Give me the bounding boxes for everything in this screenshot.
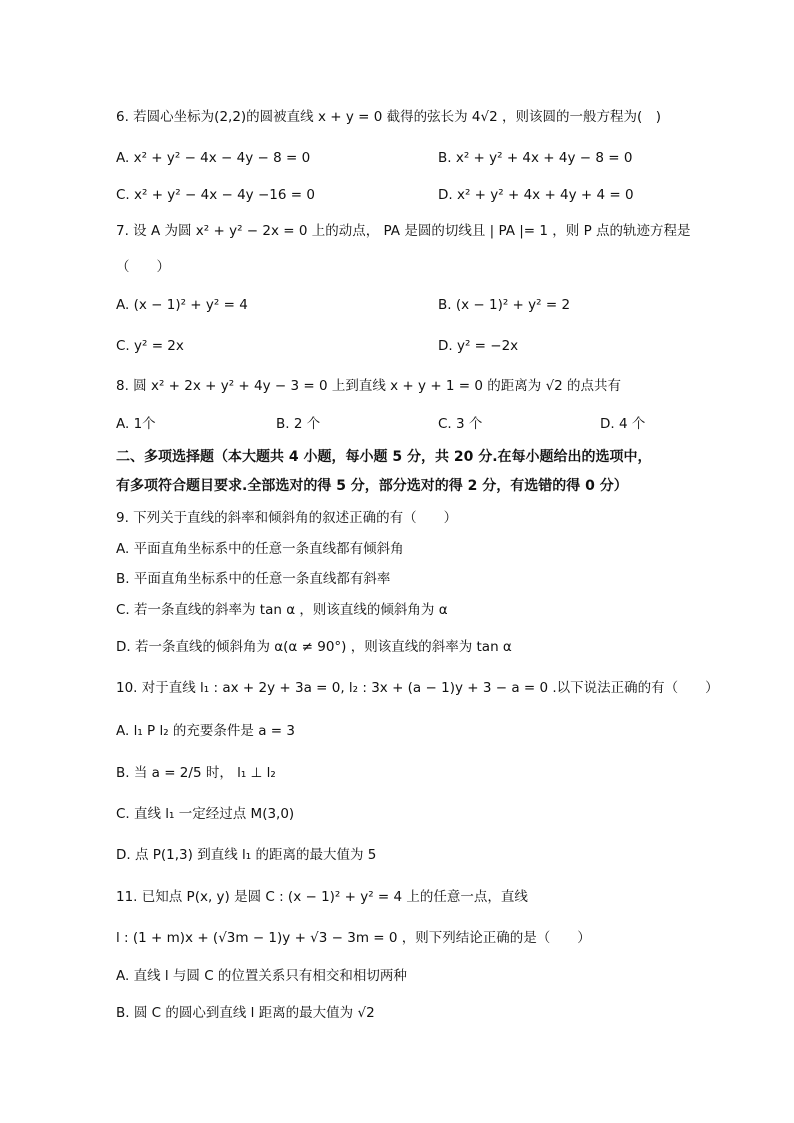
q10-option-a: A. l₁ P l₂ 的充要条件是 a = 3 <box>116 723 295 739</box>
q9-option-d: D. 若一条直线的倾斜角为 α(α ≠ 90°) ，则该直线的斜率为 tan α <box>116 639 512 655</box>
q10-option-c: C. 直线 l₁ 一定经过点 M(3,0) <box>116 806 295 822</box>
q8-option-c: C. 3 个 <box>438 416 483 432</box>
q8-option-d: D. 4 个 <box>600 416 646 432</box>
q8-option-a: A. 1个 <box>116 416 156 432</box>
section2-heading-line2: 有多项符合题目要求.全部选对的得 5 分，部分选对的得 2 分，有选错的得 0 分） <box>116 478 628 494</box>
q8-option-b: B. 2 个 <box>276 416 321 432</box>
q6-option-a: A. x² + y² − 4x − 4y − 8 = 0 <box>116 150 311 166</box>
section2-heading-line1: 二、多项选择题（本大题共 4 小题，每小题 5 分，共 20 分.在每小题给出的选项中， <box>116 449 652 465</box>
q7-stem: 7. 设 A 为圆 x² + y² − 2x = 0 上的动点， PA 是圆的切线且 | PA |= 1 ，则 P 点的轨迹方程是 <box>116 223 691 239</box>
q6-stem: 6. 若圆心坐标为(2,2)的圆被直线 x + y = 0 截得的弦长为 4√2 ，则该圆的一般方程为( ) <box>116 109 662 125</box>
q7-option-a: A. (x − 1)² + y² = 4 <box>116 297 248 313</box>
q10-option-b: B. 当 a = 2/5 时， l₁ ⊥ l₂ <box>116 765 276 781</box>
q11-option-b: B. 圆 C 的圆心到直线 l 距离的最大值为 √2 <box>116 1005 375 1021</box>
q8-stem: 8. 圆 x² + 2x + y² + 4y − 3 = 0 上到直线 x + y + 1 = 0 的距离为 √2 的点共有 <box>116 378 622 394</box>
q7-answer-paren: （ ） <box>116 259 170 275</box>
q6-option-b: B. x² + y² + 4x + 4y − 8 = 0 <box>438 150 633 166</box>
q7-option-b: B. (x − 1)² + y² = 2 <box>438 297 571 313</box>
q11-option-a: A. 直线 l 与圆 C 的位置关系只有相交和相切两种 <box>116 968 407 984</box>
q9-option-b: B. 平面直角坐标系中的任意一条直线都有斜率 <box>116 571 391 587</box>
q9-option-c: C. 若一条直线的斜率为 tan α ，则该直线的倾斜角为 α <box>116 602 448 618</box>
q11-stem-line1: 11. 已知点 P(x, y) 是圆 C : (x − 1)² + y² = 4 上的任意一点，直线 <box>116 889 528 905</box>
q6-option-c: C. x² + y² − 4x − 4y −16 = 0 <box>116 187 315 203</box>
q9-option-a: A. 平面直角坐标系中的任意一条直线都有倾斜角 <box>116 541 404 557</box>
q10-stem: 10. 对于直线 l₁ : ax + 2y + 3a = 0, l₂ : 3x + (a − 1)y + 3 − a = 0 .以下说法正确的有（ ） <box>116 680 719 696</box>
q9-stem: 9. 下列关于直线的斜率和倾斜角的叙述正确的有（ ） <box>116 510 458 526</box>
q7-option-c: C. y² = 2x <box>116 338 184 354</box>
q6-option-d: D. x² + y² + 4x + 4y + 4 = 0 <box>438 187 634 203</box>
q7-option-d: D. y² = −2x <box>438 338 519 354</box>
q11-stem-line2: l : (1 + m)x + (√3m − 1)y + √3 − 3m = 0 ，则下列结论正确的是（ ） <box>116 930 591 946</box>
q10-option-d: D. 点 P(1,3) 到直线 l₁ 的距离的最大值为 5 <box>116 847 377 863</box>
